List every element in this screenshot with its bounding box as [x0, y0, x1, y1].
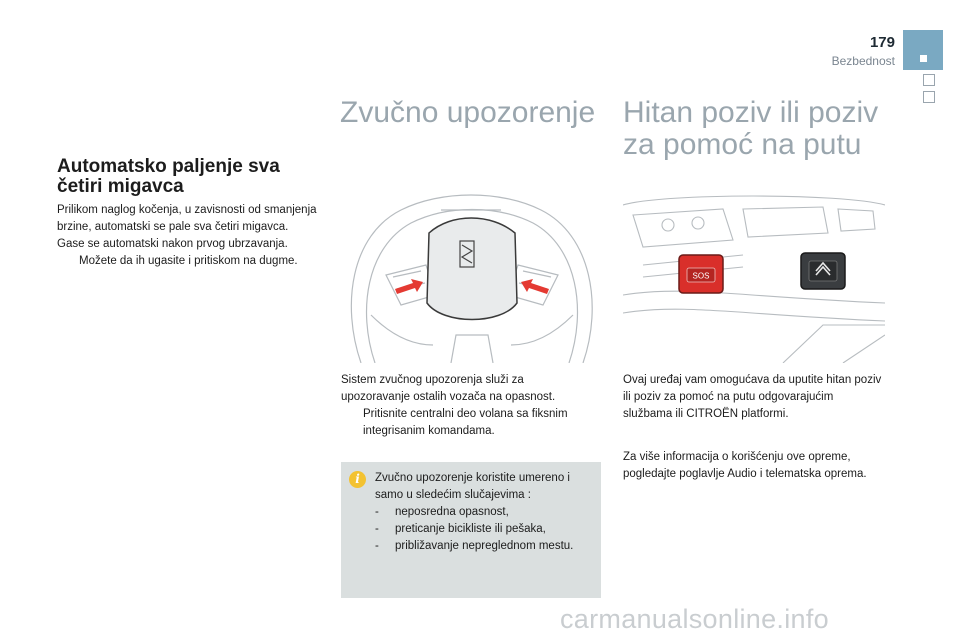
- horn-text: [341, 372, 596, 440]
- list-item: - neposredna opasnost,: [375, 506, 509, 518]
- arrow-left-icon: [395, 279, 423, 294]
- paragraph: Za više informacija o korišćenju ove opreme, pogledajte poglavlje Audio i telematska oprema.: [623, 451, 867, 480]
- bullet-text: Pritisnite centralni deo volana sa fiksnim integrisanim komandama.: [363, 408, 568, 437]
- hazard-lights-text: [57, 202, 322, 270]
- roof-console-illustration: [623, 185, 885, 363]
- section-tab[interactable]: [923, 74, 935, 86]
- sos-label: SOS: [692, 271, 710, 281]
- section-name: Bezbednost: [831, 54, 895, 68]
- emergency-call-title: [623, 97, 913, 161]
- watermark: carmanualsonline.info: [560, 604, 829, 634]
- horn-title: Zvučno upozorenje: [340, 96, 596, 129]
- note-text: [375, 470, 595, 555]
- list-item: - približavanje nepreglednom mestu.: [375, 540, 574, 552]
- section-tab-active[interactable]: [903, 30, 943, 70]
- sos-button[interactable]: [679, 255, 723, 293]
- emergency-call-text: [623, 372, 885, 483]
- bullet-item: [341, 406, 596, 440]
- paragraph: Ovaj uređaj vam omogućava da uputite hitan poziv ili poziv za pomoć na putu odgovarajućim službama ili CITROËN platformi.: [623, 374, 882, 420]
- bullet-icon: [341, 406, 363, 440]
- info-icon: i: [349, 471, 366, 488]
- bullet-text: Možete da ih ugasite i pritiskom na dugme.: [79, 255, 298, 267]
- paragraph: Prilikom naglog kočenja, u zavisnosti od smanjenja brzine, automatski se pale sva četiri migavca.: [57, 204, 317, 233]
- arrow-right-icon: [521, 279, 549, 294]
- paragraph: Sistem zvučnog upozorenja služi za upozoravanje ostalih vozača na opasnost.: [341, 374, 556, 403]
- note-box: [341, 462, 601, 598]
- paragraph: Gase se automatski nakon prvog ubrzavanja.: [57, 238, 288, 250]
- title-line: Hitan poziv ili poziv: [623, 96, 879, 129]
- title-line: za pomoć na putu: [623, 128, 862, 161]
- square-icon: [920, 55, 927, 62]
- page-number: 179: [869, 34, 895, 51]
- steering-wheel-illustration: [341, 185, 603, 363]
- hazard-lights-heading: Automatsko paljenje sva četiri migavca: [57, 156, 280, 197]
- bullet-icon: [57, 253, 79, 270]
- roadside-assistance-button[interactable]: [801, 253, 845, 289]
- section-tab[interactable]: [923, 91, 935, 103]
- list-item: - preticanje bicikliste ili pešaka,: [375, 523, 546, 535]
- note-intro: Zvučno upozorenje koristite umereno i samo u sledećim slučajevima :: [375, 472, 570, 501]
- bullet-item: [57, 253, 322, 270]
